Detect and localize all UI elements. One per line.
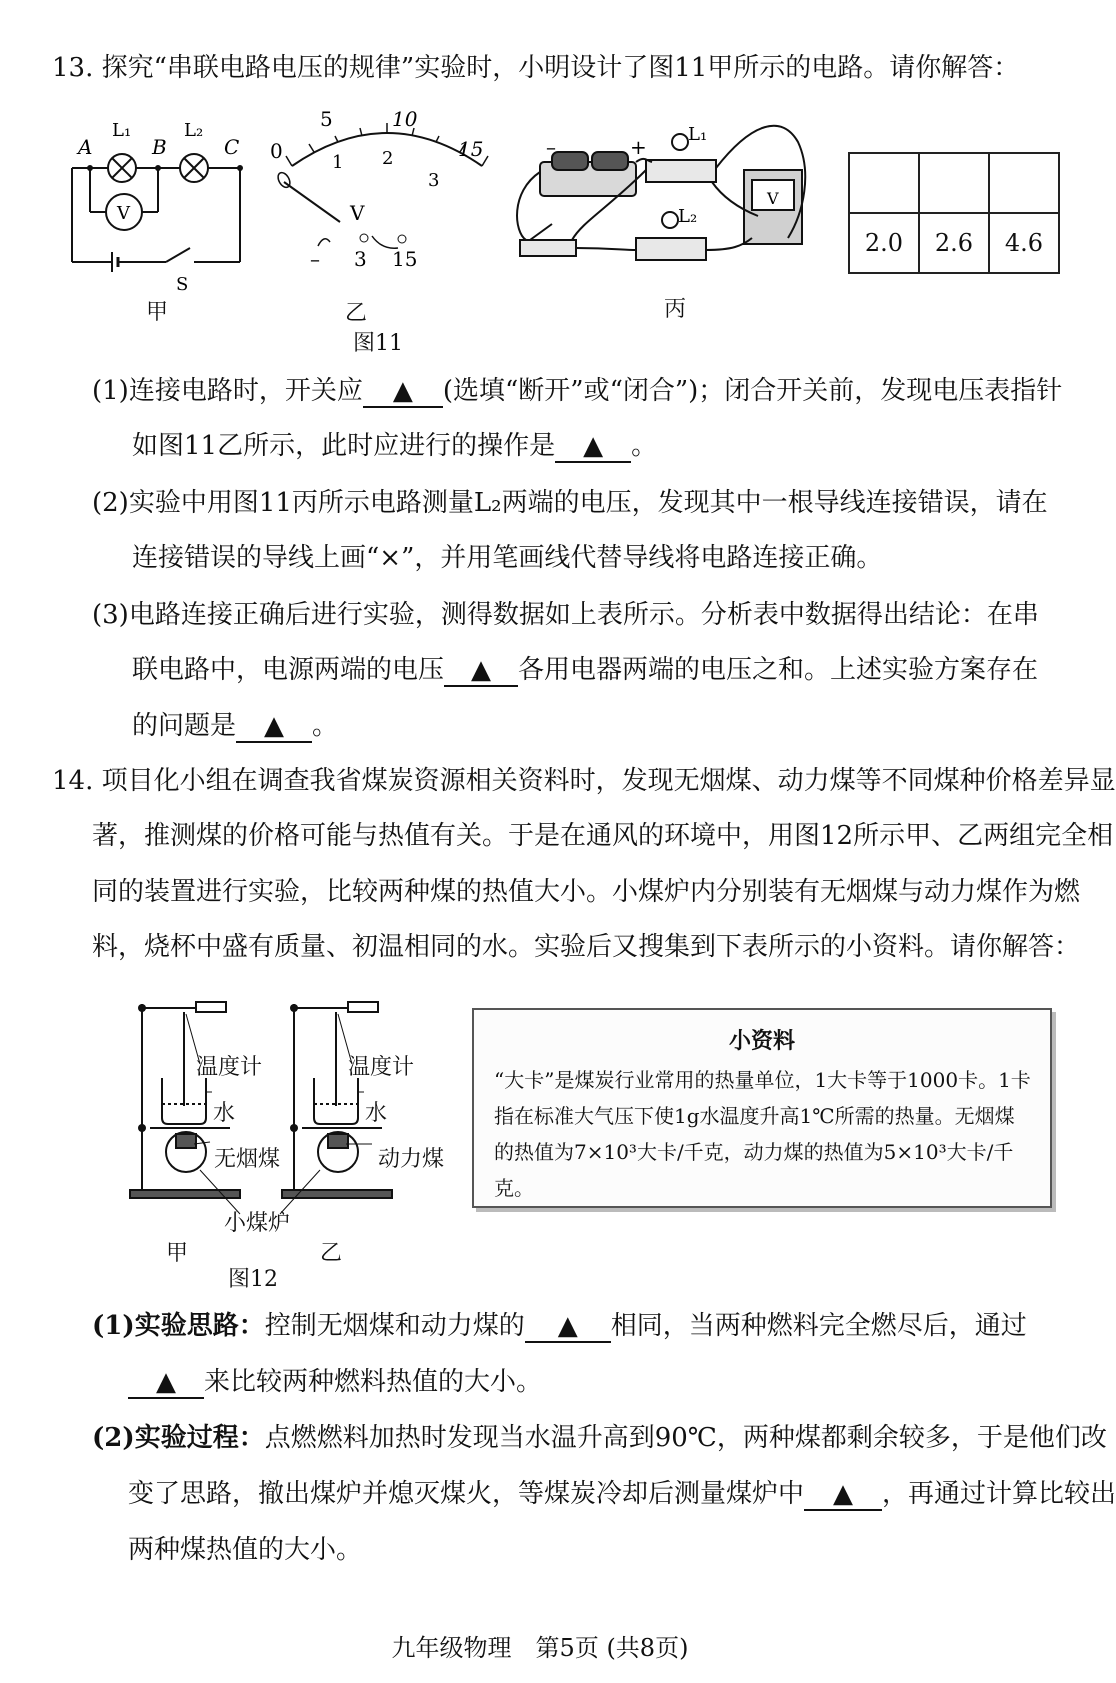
label-B: B <box>152 135 167 159</box>
table-cell-3: 4.6 <box>989 213 1059 273</box>
label-thermometer-1: 温度计 <box>196 1055 263 1080</box>
fig11-label-yi: 乙 <box>345 301 368 326</box>
terminal-15: 15 <box>392 247 418 271</box>
q14-part2-line1: (2)实验过程：点燃燃料加热时发现当水温升高到90℃，两种煤都剩余较多，于是他们改 <box>92 1423 1107 1453</box>
label-water-1: 水 <box>213 1101 236 1126</box>
label-S: S <box>176 274 189 295</box>
answer-blank: ▲ <box>804 1479 882 1511</box>
dial-bottom-1: 1 <box>332 152 344 173</box>
dial-bottom-2: 2 <box>382 148 394 169</box>
info-box-body: “大卡”是煤炭行业常用的热量单位，1大卡等于1000卡。1卡指在标准大气压下使1g水温度升高1℃所需的热量。无烟煤的热值为7×10³大卡/千克，动力煤的热值为5×10³大卡/千克。 <box>494 1068 1031 1200</box>
label-bing-V: V <box>767 189 779 208</box>
q14-part2-line3: 两种煤热值的大小。 <box>128 1535 363 1565</box>
q14-part1-line2: ▲ 来比较两种燃料热值的大小。 <box>128 1364 542 1400</box>
q14-part1-line1: (1)实验思路：控制无烟煤和动力煤的 ▲ 相同，当两种燃料完全燃尽后，通过 <box>92 1311 1027 1341</box>
q13-part3-line1: (3)电路连接正确后进行实验，测得数据如上表所示。分析表中数据得出结论：在串 <box>92 600 1039 630</box>
answer-blank: ▲ <box>128 1367 204 1399</box>
dial-top-10: 10 <box>392 107 418 131</box>
q13-part2-line2: 连接错误的导线上画“×”，并用笔画线代替导线将电路连接正确。 <box>132 543 883 573</box>
answer-blank: ▲ <box>363 376 443 408</box>
q14-part2-line2: 变了思路，撤出煤炉并熄灭煤火，等煤炭冷却后测量煤炉中 ▲ ，再通过计算比较出 <box>128 1479 1116 1509</box>
label-L1: L₁ <box>112 120 132 141</box>
table-cell-1: 2.0 <box>849 213 919 273</box>
info-box <box>472 1008 1052 1208</box>
page-footer: 九年级物理 第5页 (共8页) <box>391 1634 689 1662</box>
q13-part1-line1: (1)连接电路时，开关应 ▲ (选填“断开”或“闭合”)；闭合开关前，发现电压表指针 <box>92 376 1063 406</box>
q13-part1-line2: 如图11乙所示，此时应进行的操作是 ▲ 。 <box>132 431 658 461</box>
voltage-data-table <box>848 152 1060 274</box>
figure-11-yi-voltmeter <box>262 106 522 296</box>
q13-part3-line3: 的问题是 ▲ 。 <box>132 711 339 741</box>
label-thermometer-2: 温度计 <box>348 1055 415 1080</box>
q14-stem-line3: 同的装置进行实验，比较两种煤的热值大小。小煤炉内分别装有无烟煤与动力煤作为燃 <box>92 877 1081 907</box>
label-stove: 小煤炉 <box>224 1211 291 1236</box>
q14-stem-line1: 14. 项目化小组在调查我省煤炭资源相关资料时，发现无烟煤、动力煤等不同煤种价格差异显 <box>52 766 1116 796</box>
fig12-label-jia: 甲 <box>166 1241 189 1266</box>
fig11-label-bing: 丙 <box>664 297 687 322</box>
label-C: C <box>224 135 240 159</box>
dial-unit: V <box>350 201 365 225</box>
figure-11-bing-physical-circuit <box>512 112 832 282</box>
bulb-L2-base <box>636 238 706 260</box>
fig12-caption: 图12 <box>228 1267 278 1292</box>
bulb-L1-base <box>646 160 716 182</box>
svg-text:–: – <box>546 135 556 159</box>
dial-top-5: 5 <box>320 107 333 131</box>
figure-11-jia-circuit <box>58 118 278 318</box>
label-bing-L2: L₂ <box>678 206 698 227</box>
fig12-label-yi: 乙 <box>320 1241 343 1266</box>
answer-blank: ▲ <box>236 711 312 743</box>
label-bing-L1: L₁ <box>688 124 708 145</box>
dial-top-15: 15 <box>458 137 484 161</box>
fig11-label-jia: 甲 <box>146 300 169 325</box>
q13-part3-line2: 联电路中，电源两端的电压 ▲ 各用电器两端的电压之和。上述实验方案存在 <box>132 655 1039 685</box>
label-anthracite: 无烟煤 <box>214 1147 281 1172</box>
table-cell-2: 2.6 <box>919 213 989 273</box>
label-A: A <box>78 135 93 159</box>
answer-blank: ▲ <box>555 431 631 463</box>
label-L2: L₂ <box>184 120 204 141</box>
q13-part2-line1: (2)实验中用图11丙所示电路测量L₂两端的电压，发现其中一根导线连接错误，请在 <box>92 488 1048 518</box>
dial-top-0: 0 <box>270 139 283 163</box>
label-water-2: 水 <box>365 1101 388 1126</box>
label-power-coal: 动力煤 <box>378 1147 445 1172</box>
q14-stem-line4: 料，烧杯中盛有质量、初温相同的水。实验后又搜集到下表所示的小资料。请你解答： <box>92 932 1081 962</box>
q14-stem-line2: 著，推测煤的价格可能与热值有关。于是在通风的环境中，用图12所示甲、乙两组完全相 <box>92 821 1114 851</box>
terminal-3: 3 <box>354 247 367 271</box>
switch-device <box>520 240 576 256</box>
answer-blank: ▲ <box>444 655 518 687</box>
svg-text:+: + <box>630 135 647 159</box>
dial-needle <box>284 182 340 222</box>
fig11-caption: 图11 <box>353 331 403 356</box>
answer-blank: ▲ <box>525 1311 611 1343</box>
terminal-minus: – <box>310 247 320 271</box>
info-box-title: 小资料 <box>728 1028 795 1054</box>
dial-bottom-3: 3 <box>428 170 440 191</box>
q13-stem: 13. 探究“串联电路电压的规律”实验时，小明设计了图11甲所示的电路。请你解答： <box>52 53 1020 83</box>
label-V: V <box>117 203 130 224</box>
